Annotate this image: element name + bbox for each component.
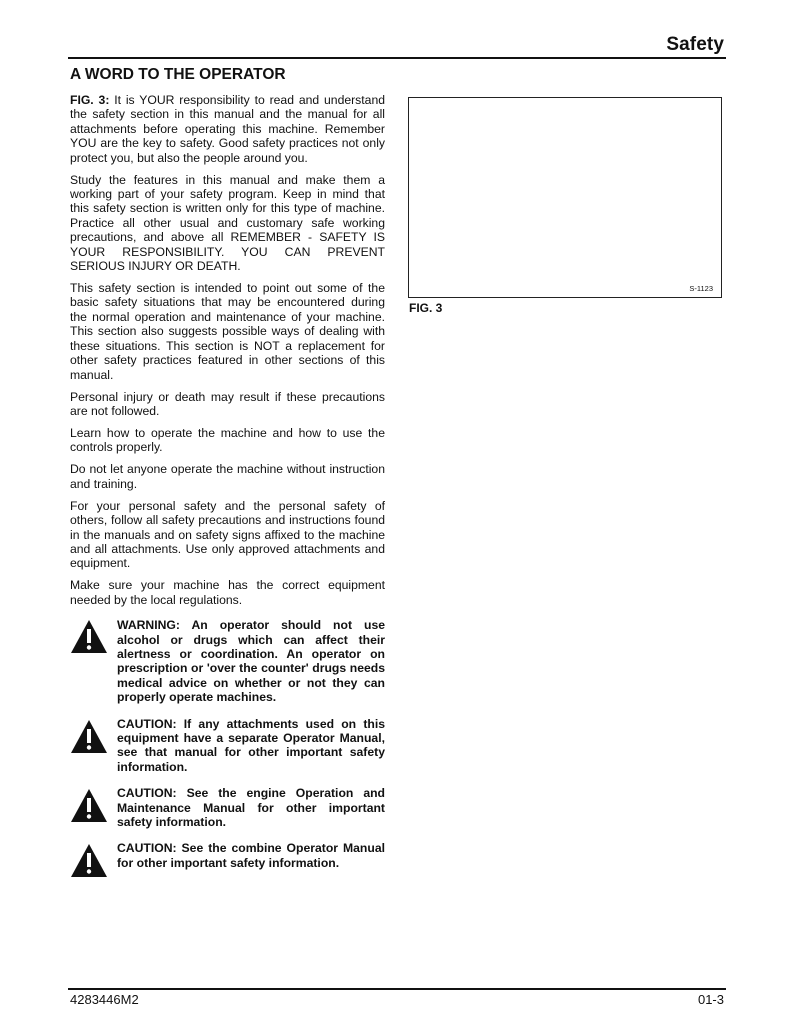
caution-combine-manual-text: CAUTION: See the combine Operator Manual for other important safety information. bbox=[117, 841, 385, 870]
caution-engine-manual-text: CAUTION: See the engine Operation and Maintenance Manual for other important safety information. bbox=[117, 786, 385, 830]
document-part-number: 4283446M2 bbox=[70, 992, 139, 1007]
paragraph-personal-safety: For your personal safety and the personal safety of others, follow all safety precautions and instructions found in the manuals and on safety signs affixed to the machine and all attachments. Use only approved attachments and equipment. bbox=[70, 498, 385, 571]
paragraph-intro bbox=[70, 93, 385, 165]
figure-caption: FIG. 3 bbox=[409, 301, 443, 315]
paragraph-safety-program: Study the features in this manual and make them a working part of your safety program. Keep in mind that this safety section is written only for this type of machine. Practice all other usual and customary safe working precautions, and above all REMEMBER - SAFETY IS YOUR RESPONSIBILITY. YOU CAN PREVENT SERIOUS INJURY OR DEATH. bbox=[70, 172, 385, 274]
paragraph-section-purpose: This safety section is intended to point out some of the basic safety situations that may be encountered during the normal operation and maintenance of your machine. This section also suggests possible ways of dealing with these situations. This section is NOT a replacement for other safety practices featured in other sections of this manual. bbox=[70, 281, 385, 382]
paragraph-equipment: Make sure your machine has the correct equipment needed by the local regulations. bbox=[70, 578, 385, 607]
safety-text-column bbox=[70, 93, 385, 882]
paragraph-intro-text: It is YOUR responsibility to read and understand the safety section in this manual and the manual for all attachments before operating this machine. Remember YOU are the key to safety. Good safety practices not only protect you, but also the people around you. bbox=[70, 93, 385, 165]
paragraph-injury-risk: Personal injury or death may result if these precautions are not followed. bbox=[70, 389, 385, 418]
caution-combine-manual bbox=[70, 841, 385, 881]
figure-reference: FIG. 3: bbox=[70, 93, 110, 107]
caution-attachments bbox=[70, 717, 385, 775]
page-number: 01-3 bbox=[697, 992, 724, 1007]
paragraph-learn-controls: Learn how to operate the machine and how to use the controls properly. bbox=[70, 425, 385, 455]
warning-alcohol-drugs-text: WARNING: An operator should not use alcohol or drugs which can affect their alertness or coordination. An operator on prescription or 'over the counter' drugs needs medical advice on whether or not they can properly operate machines. bbox=[117, 618, 385, 705]
page-header-title: Safety bbox=[666, 34, 724, 55]
figure-3-frame bbox=[408, 97, 722, 298]
section-title: A WORD TO THE OPERATOR bbox=[70, 66, 286, 83]
caution-attachments-text: CAUTION: If any attachments used on this equipment have a separate Operator Manual, see that manual for other important safety information. bbox=[117, 716, 385, 774]
caution-engine-manual bbox=[70, 786, 385, 829]
footer-divider bbox=[68, 988, 726, 990]
warning-triangle-icon bbox=[70, 841, 117, 881]
figure-code: S-1123 bbox=[689, 284, 713, 293]
header-divider bbox=[68, 57, 726, 59]
warning-triangle-icon bbox=[70, 717, 117, 757]
warning-alcohol-drugs bbox=[70, 617, 385, 704]
warning-triangle-icon bbox=[70, 786, 117, 826]
paragraph-training: Do not let anyone operate the machine without instruction and training. bbox=[70, 462, 385, 491]
warning-triangle-icon bbox=[70, 617, 117, 657]
